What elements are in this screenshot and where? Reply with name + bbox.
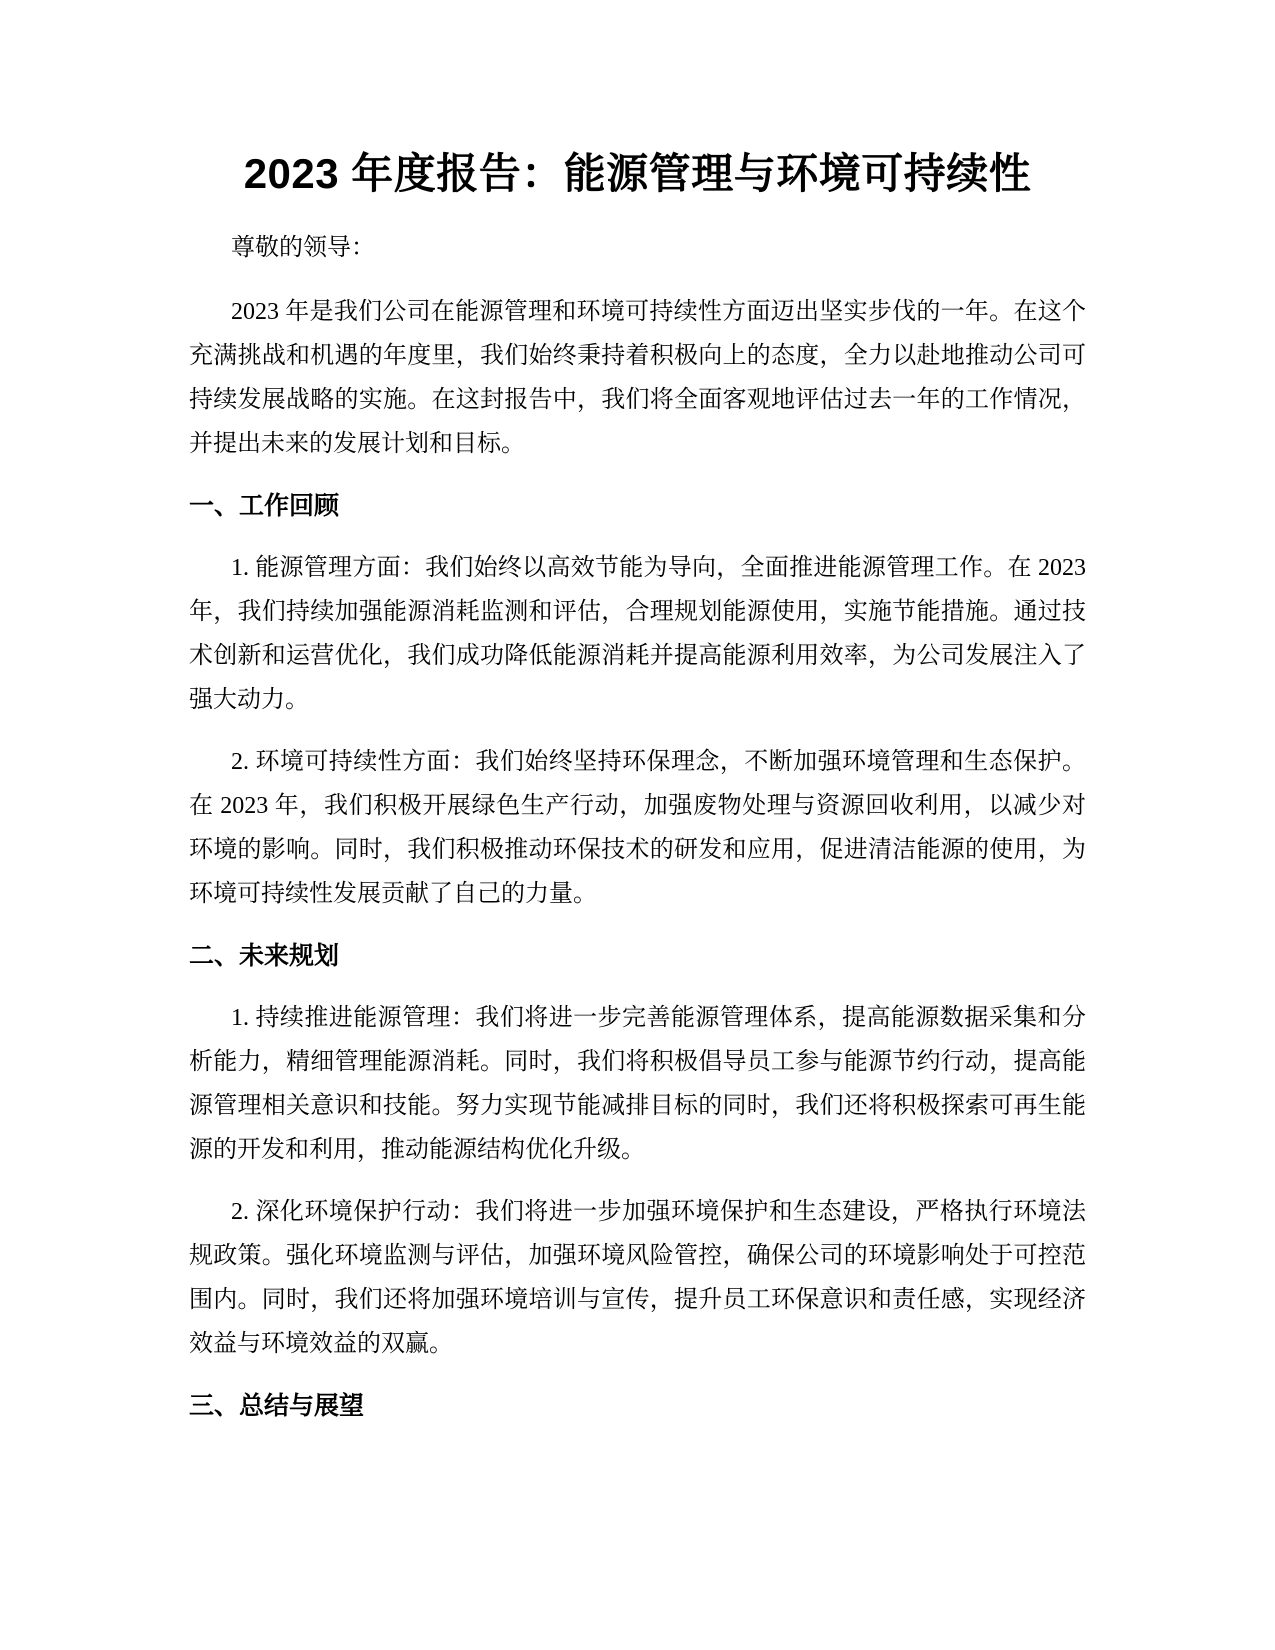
section-heading-future-plan: 二、未来规划	[189, 942, 340, 970]
document-body	[189, 148, 1086, 1446]
section-heading-summary-outlook: 三、总结与展望	[189, 1392, 365, 1420]
section-heading-work-review: 一、工作回顾	[189, 492, 340, 520]
paragraph-energy-management-review: 1. 能源管理方面：我们始终以高效节能为导向，全面推进能源管理工作。在 2023 年，我们持续加强能源消耗监测和评估，合理规划能源使用，实施节能措施。通过技术创新和运营优化，我们成功降低能源消耗并提高能源利用效率，为公司发展注入了强大动力。	[189, 555, 1086, 713]
paragraph-energy-management-plan: 1. 持续推进能源管理：我们将进一步完善能源管理体系，提高能源数据采集和分析能力，精细管理能源消耗。同时，我们将积极倡导员工参与能源节约行动，提高能源管理相关意识和技能。努力实现节能减排目标的同时，我们还将积极探索可再生能源的开发和利用，推动能源结构优化升级。	[189, 1005, 1086, 1163]
paragraph-environment-protection-plan: 2. 深化环境保护行动：我们将进一步加强环境保护和生态建设，严格执行环境法规政策。强化环境监测与评估，加强环境风险管控，确保公司的环境影响处于可控范围内。同时，我们还将加强环境培训与宣传，提升员工环保意识和责任感，实现经济效益与环境效益的双赢。	[189, 1199, 1086, 1357]
document-title: 2023 年度报告：能源管理与环境可持续性	[243, 150, 1032, 197]
intro-paragraph: 2023 年是我们公司在能源管理和环境可持续性方面迈出坚实步伐的一年。在这个充满挑战和机遇的年度里，我们始终秉持着积极向上的态度，全力以赴地推动公司可持续发展战略的实施。在这封报告中，我们将全面客观地评估过去一年的工作情况，并提出未来的发展计划和目标。	[189, 299, 1086, 457]
greeting: 尊敬的领导：	[231, 235, 375, 261]
paragraph-environment-sustainability-review: 2. 环境可持续性方面：我们始终坚持环保理念，不断加强环境管理和生态保护。在 2023 年，我们积极开展绿色生产行动，加强废物处理与资源回收利用，以减少对环境的影响。同时，我们积极推动环保技术的研发和应用，促进清洁能源的使用，为环境可持续性发展贡献了自己的力量。	[189, 749, 1086, 907]
